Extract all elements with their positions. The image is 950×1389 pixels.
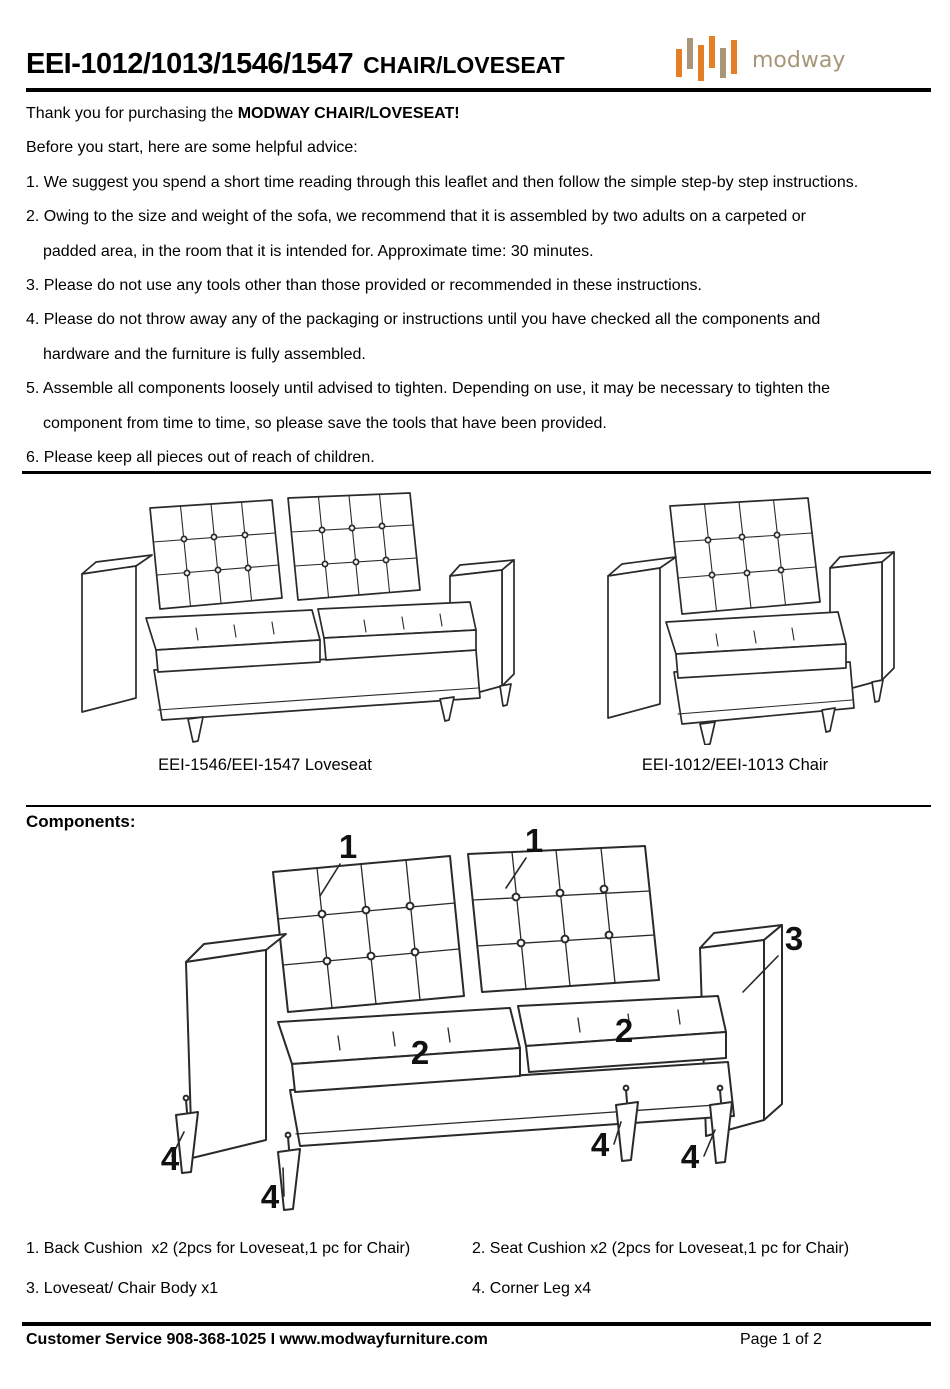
title-rule [26, 88, 931, 92]
intro-thanks-bold: MODWAY CHAIR/LOVESEAT! [237, 105, 460, 122]
page-title [26, 48, 565, 81]
logo-bar [687, 38, 693, 69]
product-name: CHAIR/LOVESEAT [363, 52, 565, 78]
loveseat-left-arm [82, 555, 152, 712]
components-diagram [158, 820, 948, 1223]
section-rule [22, 471, 931, 474]
advice-line: 3. Please do not use any tools other than those provided or recommended in these instructions. [26, 277, 702, 295]
advice-line: 4. Please do not throw away any of the packaging or instructions until you have checked all the components and [26, 311, 821, 329]
intro-thanks [26, 97, 936, 131]
modway-logo-icon [676, 36, 742, 88]
logo-bar [698, 45, 704, 81]
advice-line: 2. Owing to the size and weight of the sofa, we recommend that it is assembled by two adults on a carpeted or [26, 208, 806, 226]
diagram-left-arm [186, 934, 286, 1158]
advice-line: 5. Assemble all components loosely until advised to tighten. Depending on use, it may be necessary to tighten the [26, 380, 831, 398]
part-label-leg: 4 [160, 1140, 180, 1177]
advice-section [26, 97, 936, 475]
loveseat-back-cushions [150, 493, 420, 609]
footer-rule [22, 1322, 931, 1326]
components-list-item: 3. Loveseat/ Chair Body x1 [26, 1280, 219, 1297]
loveseat-illustration [72, 482, 527, 744]
chair-seat-cushion [666, 612, 846, 678]
chair-caption: EEI-1012/EEI-1013 Chair [641, 756, 829, 774]
part-label-seat-cushion: 2 [410, 1034, 430, 1071]
chair-figure [598, 480, 898, 745]
components-rule [26, 805, 931, 807]
logo-bar [709, 36, 715, 68]
chair-left-arm [608, 557, 676, 718]
advice-line: component from time to time, so please save the tools that have been provided. [43, 414, 607, 432]
logo-bar [720, 48, 726, 78]
logo-wordmark: modway [752, 48, 846, 73]
part-label-seat-cushion: 2 [614, 1012, 634, 1049]
part-label-back-cushion: 1 [524, 822, 544, 859]
intro-thanks-text: Thank you for purchasing the [26, 105, 238, 122]
loveseat-figure [72, 482, 527, 744]
diagram-back-cushions [273, 846, 659, 1012]
components-list-item: 1. Back Cushion x2 (2pcs for Loveseat,1 pc for Chair) [26, 1240, 411, 1257]
part-label-body: 3 [784, 920, 804, 957]
part-label-leg: 4 [680, 1138, 700, 1175]
components-list-item: 4. Corner Leg x4 [472, 1280, 592, 1297]
modway-logo [676, 36, 845, 88]
part-label-back-cushion: 1 [338, 828, 358, 865]
components-heading: Components: [26, 812, 136, 831]
chair-illustration [598, 480, 898, 745]
components-figure [158, 820, 948, 1223]
footer-page-indicator: Page 1 of 2 [740, 1331, 822, 1348]
advice-line: 6. Please keep all pieces out of reach of children. [26, 449, 375, 467]
advice-line: 1. We suggest you spend a short time reading through this leaflet and then follow the simple step-by step instructions. [26, 173, 859, 191]
advice-intro: Before you start, here are some helpful advice: [26, 139, 358, 157]
model-numbers: EEI-1012/1013/1546/1547 [26, 48, 354, 80]
logo-bar [676, 49, 682, 77]
advice-line: hardware and the furniture is fully assembled. [43, 345, 366, 363]
footer-customer-service: Customer Service 908-368-1025 I www.modwayfurniture.com [26, 1331, 488, 1348]
part-label-leg: 4 [260, 1178, 280, 1215]
loveseat-caption: EEI-1546/EEI-1547 Loveseat [158, 756, 372, 774]
advice-line: padded area, in the room that it is intended for. Approximate time: 30 minutes. [43, 242, 594, 260]
chair-back-cushion [670, 498, 820, 614]
part-label-leg: 4 [590, 1126, 610, 1163]
components-list-item: 2. Seat Cushion x2 (2pcs for Loveseat,1 pc for Chair) [472, 1240, 850, 1257]
logo-bar [731, 40, 737, 74]
